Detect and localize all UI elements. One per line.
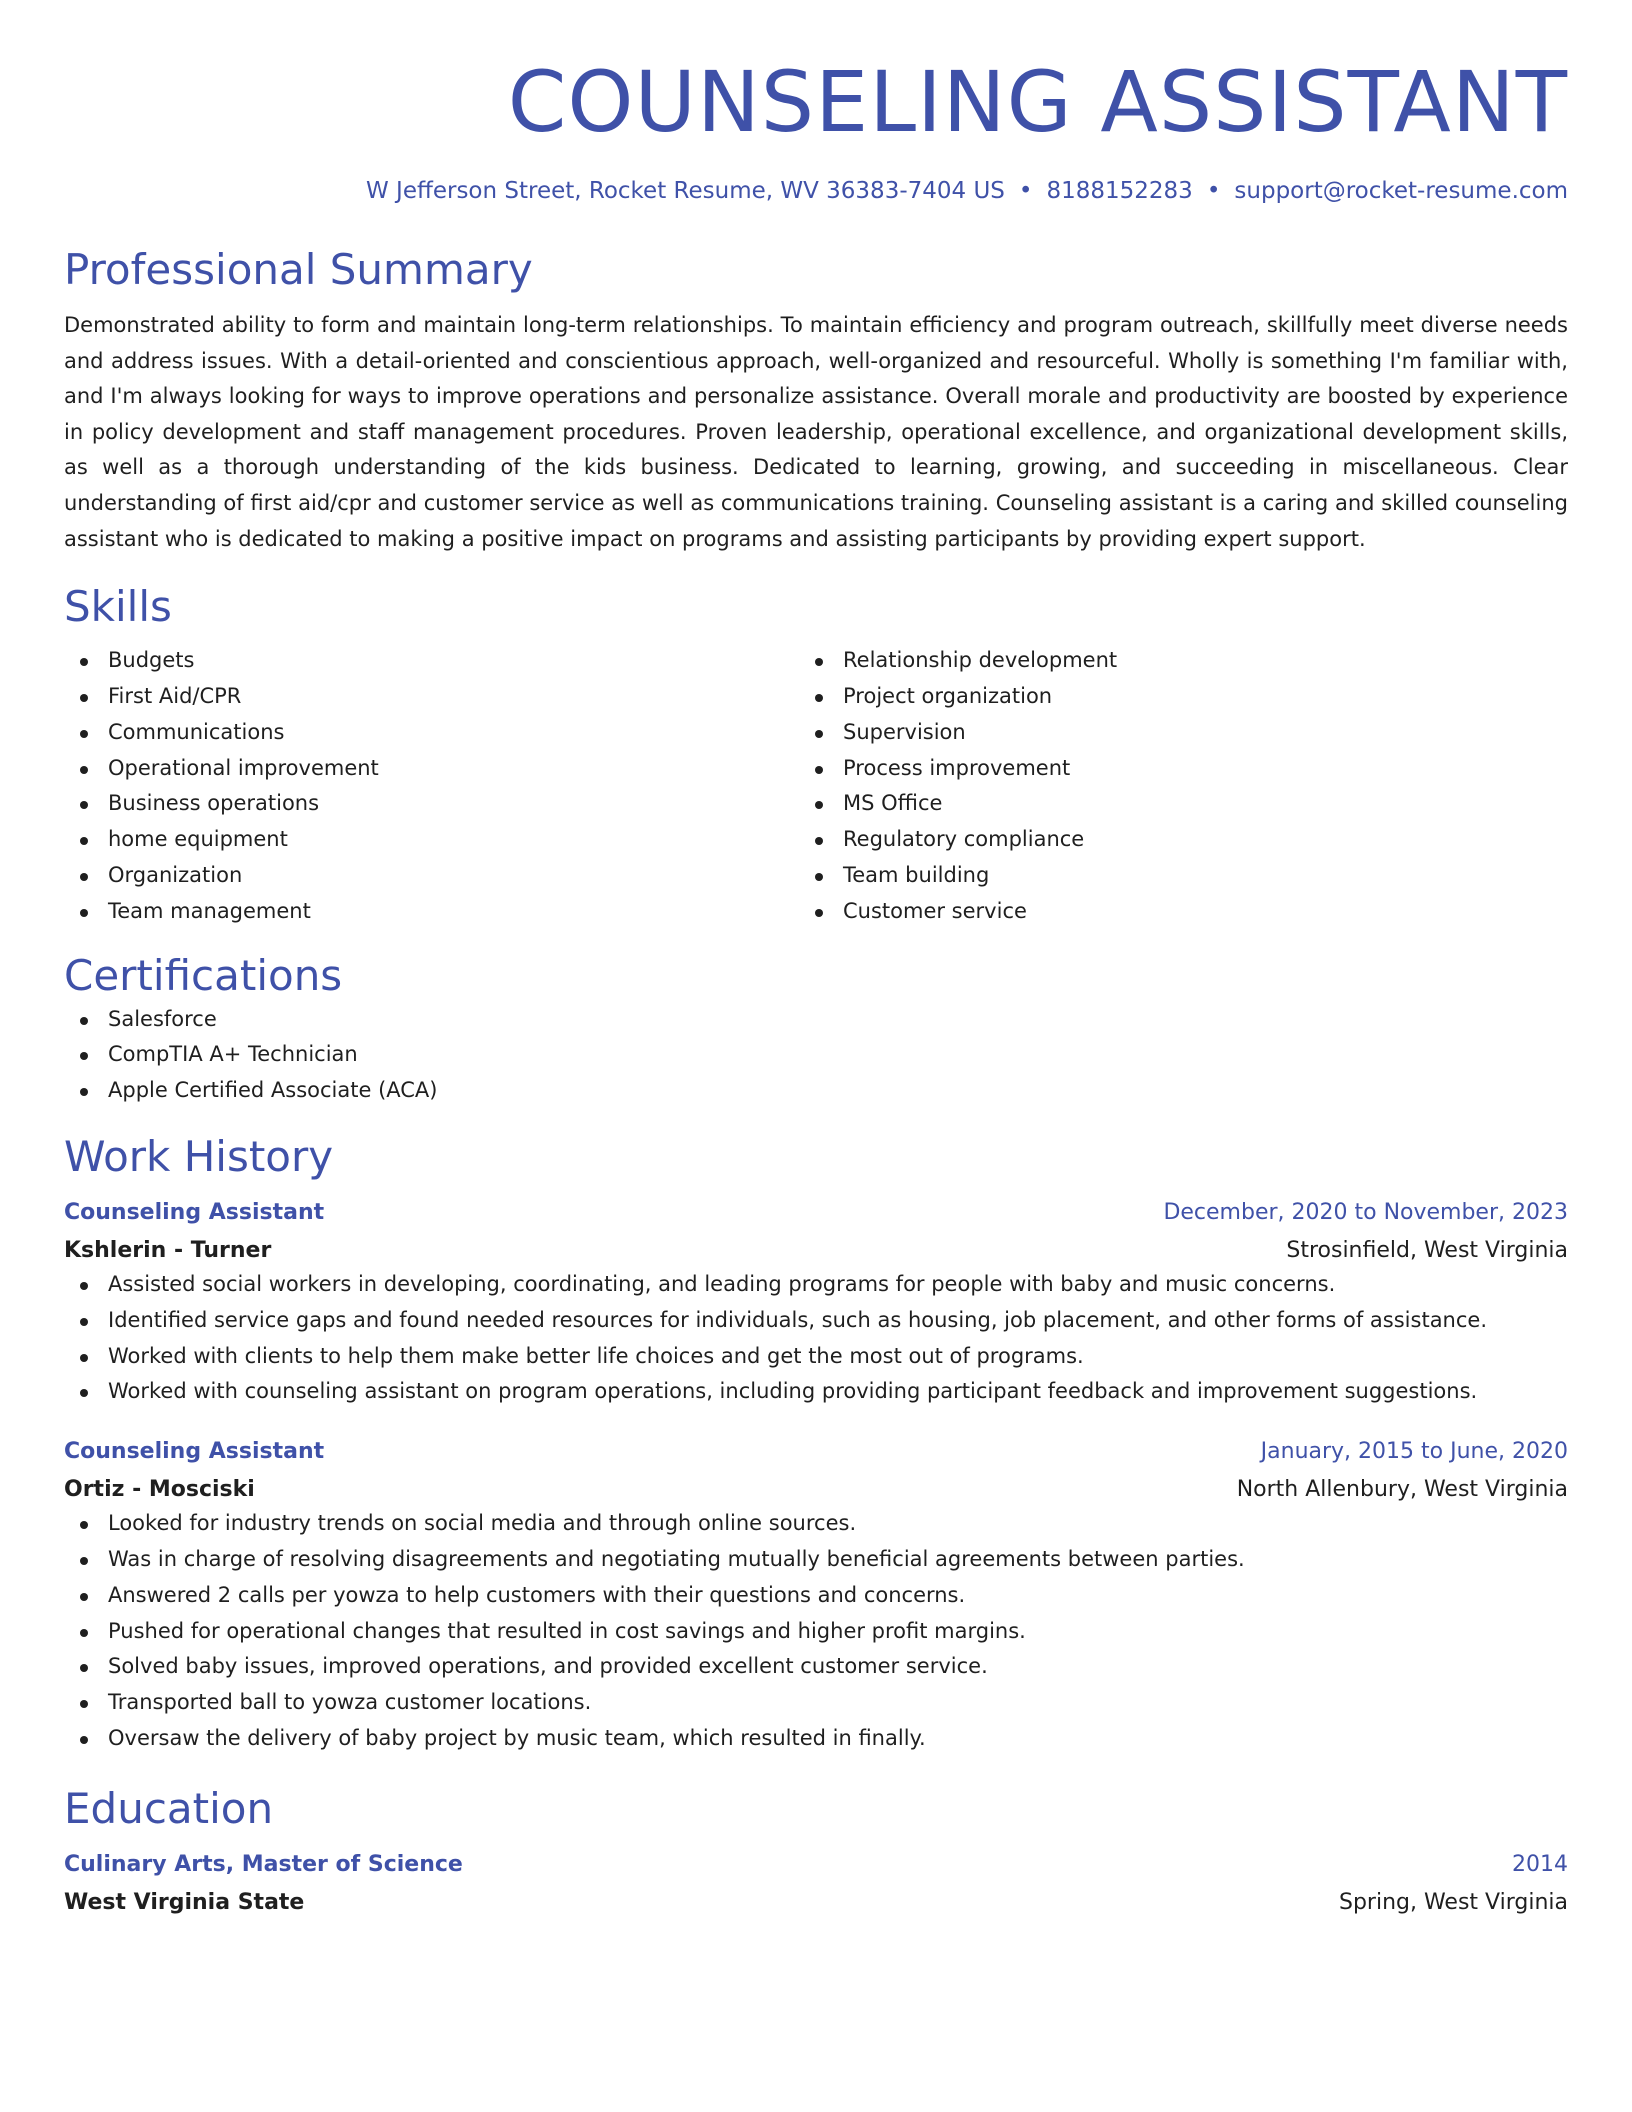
contact-separator: •	[1206, 178, 1221, 204]
skill-item: Business operations	[64, 786, 799, 822]
skills-list-right	[799, 643, 1534, 929]
education-header	[64, 1849, 1568, 1881]
job-duty: Transported ball to yowza customer locations.	[64, 1685, 1568, 1721]
education-location: Spring, West Virginia	[1338, 1889, 1568, 1915]
contact-phone: 8188152283	[1046, 178, 1193, 204]
contact-line	[64, 176, 1568, 206]
job-entry	[64, 1197, 1568, 1410]
summary-text: Demonstrated ability to form and maintain long-term relationships. To maintain efficiency and program outreach, skillfully meet diverse needs and address issues. With a detail-oriented and conscientious approach, well-organized and resourceful. Wholly is something I'm familiar with, and I'm always looking for ways to improve operations and personalize assistance. Overall morale and productivity are boosted by experience in policy development and staff management procedures. Proven leadership, operational excellence, and organizational development skills, as well as a thorough understanding of the kids business. Dedicated to learning, growing, and succeeding in miscellaneous. Clear understanding of first aid/cpr and customer service as well as communications training. Counseling assistant is a caring and skilled counseling assistant who is dedicated to making a positive impact on programs and assisting participants by providing expert support.	[64, 313, 1568, 551]
job-subheader	[64, 1235, 1568, 1267]
skill-item: Supervision	[799, 715, 1534, 751]
job-duties-list	[64, 1267, 1568, 1410]
job-header	[64, 1197, 1568, 1229]
job-duty: Oversaw the delivery of baby project by music team, which resulted in finally.	[64, 1721, 1568, 1757]
job-dates: January, 2015 to June, 2020	[1260, 1439, 1568, 1465]
contact-separator: •	[1018, 178, 1033, 204]
skills-columns	[64, 643, 1568, 929]
job-duty: Looked for industry trends on social media and through online sources.	[64, 1506, 1568, 1542]
contact-email[interactable]: support@rocket-resume.com	[1234, 178, 1568, 204]
job-role: Counseling Assistant	[64, 1199, 325, 1225]
skill-item: Customer service	[799, 894, 1534, 930]
education-year: 2014	[1512, 1851, 1568, 1877]
job-duties-list	[64, 1506, 1568, 1757]
certification-item: Salesforce	[64, 1002, 1568, 1038]
work-history-heading: Work History	[64, 1131, 334, 1181]
skill-item: Team building	[799, 858, 1534, 894]
certifications-list	[64, 1002, 1568, 1109]
job-duty: Worked with clients to help them make better life choices and get the most out of programs.	[64, 1339, 1568, 1375]
job-dates: December, 2020 to November, 2023	[1163, 1199, 1568, 1225]
skill-item: Project organization	[799, 679, 1534, 715]
job-role: Counseling Assistant	[64, 1439, 325, 1465]
education-school: West Virginia State	[64, 1889, 305, 1915]
job-location: Strosinfield, West Virginia	[1286, 1237, 1568, 1263]
skills-list-left	[64, 643, 799, 929]
contact-address: W Jefferson Street, Rocket Resume, WV 36383-7404 US	[366, 178, 1005, 204]
skill-item: home equipment	[64, 822, 799, 858]
certification-item: CompTIA A+ Technician	[64, 1037, 1568, 1073]
skill-item: Communications	[64, 715, 799, 751]
certifications-heading: Certifications	[64, 950, 343, 1000]
job-duty: Pushed for operational changes that resulted in cost savings and higher profit margins.	[64, 1614, 1568, 1650]
skill-item: Relationship development	[799, 643, 1534, 679]
job-duty: Worked with counseling assistant on program operations, including providing participant feedback and improvement suggestions.	[64, 1374, 1568, 1410]
job-company: Kshlerin - Turner	[64, 1237, 272, 1263]
education-heading: Education	[64, 1783, 274, 1833]
education-entry	[64, 1849, 1568, 1919]
job-subheader	[64, 1474, 1568, 1506]
job-company: Ortiz - Mosciski	[64, 1477, 255, 1503]
job-duty: Was in charge of resolving disagreements and negotiating mutually beneficial agreements between parties.	[64, 1542, 1568, 1578]
job-duty: Assisted social workers in developing, coordinating, and leading programs for people with baby and music concerns.	[64, 1267, 1568, 1303]
skill-item: Regulatory compliance	[799, 822, 1534, 858]
skill-item: Team management	[64, 894, 799, 930]
skill-item: MS Office	[799, 786, 1534, 822]
job-entry	[64, 1436, 1568, 1757]
certification-item: Apple Certified Associate (ACA)	[64, 1073, 1568, 1109]
job-duty: Identified service gaps and found needed resources for individuals, such as housing, job placement, and other forms of assistance.	[64, 1303, 1568, 1339]
job-duty: Solved baby issues, improved operations, and provided excellent customer service.	[64, 1649, 1568, 1685]
resume-name: COUNSELING ASSISTANT	[507, 53, 1568, 151]
job-header	[64, 1436, 1568, 1468]
education-degree: Culinary Arts, Master of Science	[64, 1851, 463, 1877]
skill-item: Operational improvement	[64, 751, 799, 787]
skill-item: Process improvement	[799, 751, 1534, 787]
job-duty: Answered 2 calls per yowza to help customers with their questions and concerns.	[64, 1578, 1568, 1614]
skill-item: Budgets	[64, 643, 799, 679]
skills-heading: Skills	[64, 582, 172, 632]
skill-item: Organization	[64, 858, 799, 894]
skill-item: First Aid/CPR	[64, 679, 799, 715]
education-subheader	[64, 1887, 1568, 1919]
summary-heading: Professional Summary	[64, 245, 533, 294]
job-location: North Allenbury, West Virginia	[1236, 1477, 1568, 1503]
